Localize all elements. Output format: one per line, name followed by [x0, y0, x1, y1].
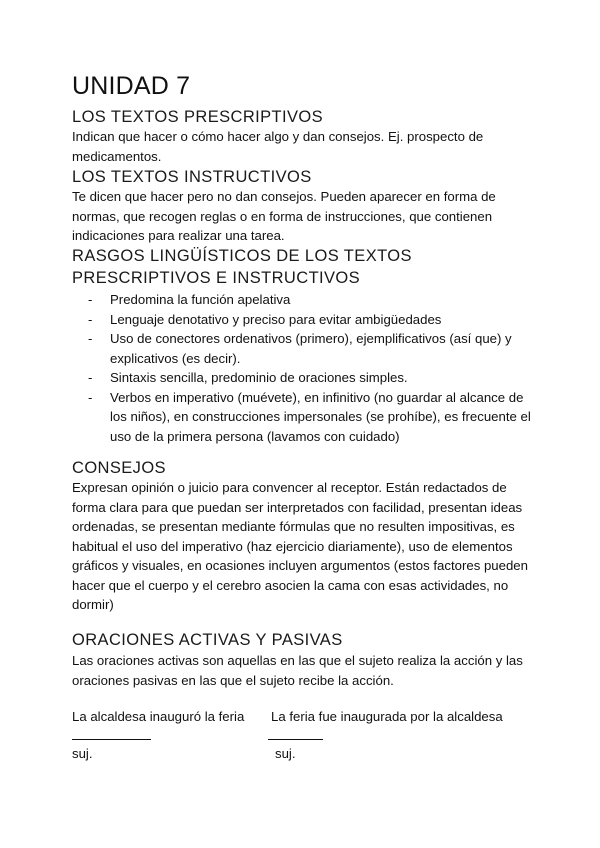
list-item	[72, 329, 542, 368]
list-item-text: Sintaxis sencilla, predominio de oraciones simples.	[110, 370, 408, 385]
bullet-dash: -	[88, 389, 93, 405]
bullet-dash: -	[88, 331, 93, 346]
example-passive-sentence: La feria fue inaugurada por la alcaldesa	[271, 709, 503, 724]
rasgos-list	[72, 290, 542, 446]
bullet-dash: -	[88, 292, 93, 307]
heading-prescriptivos: LOS TEXTOS PRESCRIPTIVOS	[72, 108, 324, 126]
heading-consejos: CONSEJOS	[72, 459, 166, 477]
list-item-text: Lenguaje denotativo y preciso para evitar ambigüedades	[110, 311, 442, 327]
body-prescriptivos: Indican que hacer o cómo hacer algo y dan consejos. Ej. prospecto de medicamentos.	[72, 129, 484, 164]
heading-rasgos-line1: RASGOS LINGÜÍSTICOS DE LOS TEXTOS	[72, 247, 412, 265]
list-item	[72, 388, 542, 447]
list-item-text: Verbos en imperativo (muévete), en infinitivo (no guardar al alcance de los niños), en construcciones impersonales (se prohíbe), es frecuente el uso de la primera persona (lavamos con cuidado)	[110, 389, 531, 444]
list-item	[72, 290, 542, 310]
heading-rasgos-line2: PRESCRIPTIVOS E INSTRUCTIVOS	[72, 269, 361, 287]
subject-label-active: suj.	[72, 746, 93, 761]
unit-title: UNIDAD 7	[72, 72, 191, 100]
heading-oraciones: ORACIONES ACTIVAS Y PASIVAS	[72, 631, 343, 649]
subject-underline-active	[72, 739, 151, 740]
list-item-text: Predomina la función apelativa	[110, 292, 291, 307]
subject-label-passive: suj.	[275, 746, 296, 761]
heading-instructivos: LOS TEXTOS INSTRUCTIVOS	[72, 168, 312, 186]
body-instructivos: Te dicen que hacer pero no dan consejos. Pueden aparecer en forma de normas, que recogen reglas o en forma de instrucciones, que contienen indicaciones para realizar una tarea.	[72, 189, 496, 243]
list-item-text: Uso de conectores ordenativos (primero), ejemplificativos (así que) y explicativos (es decir).	[110, 331, 512, 366]
bullet-dash: -	[88, 370, 93, 385]
subject-underline-passive	[268, 739, 323, 740]
list-item	[72, 368, 542, 388]
body-consejos: Expresan opinión o juicio para convencer al receptor. Están redactados de forma clara para que puedan ser interpretados con facilidad, presentan ideas ordenadas, se presentan mediante fórmulas que no resulten impositivas, es habitual el uso del imperativo (haz ejercicio diariamente), uso de elementos gráficos y visuales, en ocasiones incluyen argumentos (estos factores pueden hacer que el cuerpo y el cerebro asocien la cama con esas actividades, no dormir)	[72, 480, 528, 612]
bullet-dash: -	[88, 311, 93, 327]
body-oraciones: Las oraciones activas son aquellas en las que el sujeto realiza la acción y las oraciones pasivas en las que el sujeto recibe la acción.	[72, 653, 523, 688]
example-active-sentence: La alcaldesa inauguró la feria	[72, 709, 245, 724]
list-item	[72, 310, 542, 330]
